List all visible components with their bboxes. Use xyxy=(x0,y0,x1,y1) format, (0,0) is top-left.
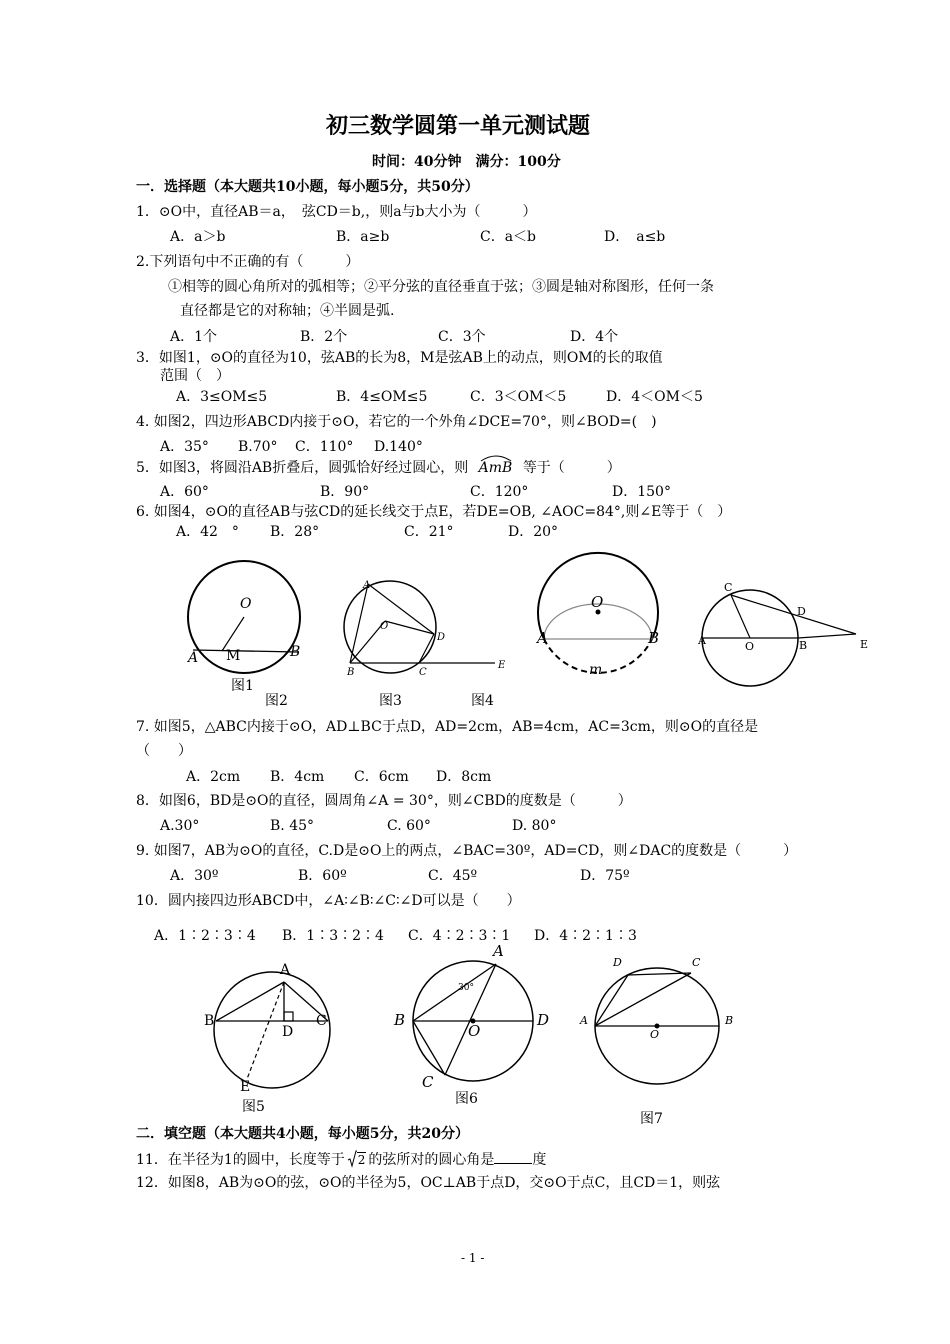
fig2-label-c: C xyxy=(419,667,427,678)
fig7-label-a: A xyxy=(580,1014,588,1027)
fig2-label-o: O xyxy=(380,621,389,632)
question-1-option-d: D． a≤b xyxy=(604,229,666,245)
question-11-stem xyxy=(136,1149,546,1169)
arc-symbol xyxy=(479,454,513,462)
question-1-option-a: A．a＞b xyxy=(170,229,226,245)
fig5-label-e: E xyxy=(240,1079,251,1095)
question-3-option-d: D．4＜OM＜5 xyxy=(606,389,703,405)
question-4-option-d: D.140° xyxy=(374,439,423,455)
section-heading-fill-in: 二．填空题（本大题共4小题，每小题5分，共20分） xyxy=(136,1126,469,1142)
figure-3-caption: 图3 xyxy=(379,693,402,709)
figure-3 xyxy=(535,552,675,692)
question-7-option-d: D．8cm xyxy=(436,769,492,785)
fig4-label-b: B xyxy=(799,639,808,652)
question-6-option-c: C．21° xyxy=(404,524,454,540)
fig2-label-d: D xyxy=(437,632,446,643)
question-11-stem-part1: 11．在半径为1的圆中，长度等于 xyxy=(136,1152,345,1168)
question-3-option-a: A．3≤OM≤5 xyxy=(176,389,268,405)
fig3-label-o: O xyxy=(591,593,604,611)
question-9-option-d: D．75º xyxy=(580,868,630,884)
question-7-stem-cont: （ ） xyxy=(136,743,192,759)
question-10-option-a: A．1∶2∶3∶4 xyxy=(154,928,256,944)
question-3-option-b: B．4≤OM≤5 xyxy=(336,389,428,405)
question-2-option-b: B．2个 xyxy=(300,329,348,345)
question-11-stem-part3: 度 xyxy=(532,1152,547,1168)
question-7-option-a: A．2cm xyxy=(186,769,241,785)
fig4-label-d: D xyxy=(797,605,806,618)
fig5-label-d: D xyxy=(282,1024,294,1040)
question-2-option-c: C．3个 xyxy=(438,329,486,345)
radical-sign-icon xyxy=(347,1150,357,1168)
question-5-stem xyxy=(136,459,621,477)
figure-5-caption: 图5 xyxy=(242,1099,265,1115)
question-8-option-d: D. 80° xyxy=(512,818,557,834)
fig6-label-angle: 30° xyxy=(458,983,474,993)
question-1-option-b: B．a≥b xyxy=(336,229,390,245)
figure-6-caption: 图6 xyxy=(455,1091,478,1107)
question-10-option-c: C．4∶2∶3∶1 xyxy=(408,928,511,944)
fig1-label-a: A xyxy=(188,650,199,666)
figure-1 xyxy=(180,548,320,698)
fig7-label-d: D xyxy=(613,956,622,969)
answer-blank[interactable] xyxy=(494,1149,532,1164)
question-2-statement-line2: 直径都是它的对称轴；④半圆是弧. xyxy=(180,303,395,319)
question-5-option-d: D．150° xyxy=(612,484,671,500)
question-3-option-c: C．3＜OM＜5 xyxy=(470,389,567,405)
fig6-label-c: C xyxy=(422,1073,434,1091)
fig2-label-e: E xyxy=(498,660,506,671)
fig3-label-b: B xyxy=(648,629,660,647)
sqrt-expression xyxy=(347,1150,367,1169)
figure-2-caption: 图2 xyxy=(265,693,288,709)
arc-amb-label: AmB xyxy=(478,460,513,476)
question-3-stem: 3．如图1，⊙O的直径为10，弦AB的长为8，M是弦AB上的动点，则OM的长的取值 xyxy=(136,350,663,366)
question-9-option-a: A．30º xyxy=(170,868,219,884)
fig1-label-m: M xyxy=(226,648,241,664)
question-2-option-d: D．4个 xyxy=(570,329,619,345)
question-12-stem: 12．如图8，AB为⊙O的弦，⊙O的半径为5，OC⊥AB于点D，交⊙O于点C，且CD＝1，则弦 xyxy=(136,1175,721,1191)
question-8-option-b: B. 45° xyxy=(270,818,315,834)
fig7-label-o: O xyxy=(650,1028,660,1041)
question-4-stem: 4. 如图2，四边形ABCD内接于⊙O，若它的一个外角∠DCE=70°，则∠BOD=( ) xyxy=(136,414,657,430)
fig1-label-b: B xyxy=(290,644,301,660)
question-2-statement-line1: ①相等的圆心角所对的弧相等；②平分弦的直径垂直于弦；③圆是轴对称图形，任何一条 xyxy=(168,279,714,295)
fig3-label-a: A xyxy=(537,629,548,647)
fig1-label-o: O xyxy=(240,596,252,612)
figure-1-caption: 图1 xyxy=(231,678,254,694)
question-2-stem: 2.下列语句中不正确的有（ ） xyxy=(136,254,360,270)
figure-7 xyxy=(576,952,746,1092)
question-4-option-c: C．110° xyxy=(295,439,354,455)
question-6-stem: 6. 如图4，⊙O的直径AB与弦CD的延长线交于点E，若DE=OB, ∠AOC=84°,则∠E等于（ ） xyxy=(136,504,732,520)
question-11-stem-part2: 的弦所对的圆心角是 xyxy=(368,1152,495,1168)
fig6-label-b: B xyxy=(394,1011,406,1029)
fig5-label-c: C xyxy=(316,1013,327,1029)
fig6-label-a: A xyxy=(493,942,504,960)
fig2-label-a: A xyxy=(363,580,371,591)
figure-6 xyxy=(390,940,560,1090)
question-3-stem-cont: 范围（ ） xyxy=(160,368,230,384)
figure-4-caption: 图4 xyxy=(471,693,494,709)
question-2-option-a: A．1个 xyxy=(170,329,218,345)
question-4-option-a: A．35° xyxy=(160,439,209,455)
figure-2 xyxy=(335,580,515,690)
figure-4 xyxy=(695,578,875,688)
fig5-label-b: B xyxy=(204,1013,215,1029)
question-9-option-c: C．45º xyxy=(428,868,478,884)
fig7-label-c: C xyxy=(692,956,701,969)
fig2-label-b: B xyxy=(347,667,355,678)
page-number: - 1 - xyxy=(461,1251,485,1265)
exam-info: 时间：40分钟 满分：100分 xyxy=(372,154,561,170)
question-10-option-d: D．4∶2∶1∶3 xyxy=(534,928,637,944)
page-title: 初三数学圆第一单元测试题 xyxy=(326,113,591,139)
question-7-option-b: B．4cm xyxy=(270,769,325,785)
question-7-option-c: C．6cm xyxy=(354,769,409,785)
question-5-option-a: A．60° xyxy=(160,484,209,500)
question-10-stem: 10．圆内接四边形ABCD中，∠A∶∠B∶∠C∶∠D可以是（ ） xyxy=(136,893,521,909)
question-8-stem: 8．如图6，BD是⊙O的直径，圆周角∠A = 30°，则∠CBD的度数是（ ） xyxy=(136,793,632,809)
question-5-stem-part1: 5．如图3，将圆沿AB折叠后，圆弧恰好经过圆心，则 xyxy=(136,460,469,476)
figure-5 xyxy=(200,958,350,1098)
question-8-option-a: A.30° xyxy=(160,818,200,834)
question-6-option-a: A．42 ° xyxy=(176,524,239,540)
question-5-stem-part2: 等于（ ） xyxy=(522,460,621,476)
fig4-label-e: E xyxy=(860,638,869,651)
question-4-option-b: B.70° xyxy=(238,439,278,455)
fig6-label-o: O xyxy=(468,1022,481,1040)
question-6-option-d: D．20° xyxy=(508,524,559,540)
arc-amb-notation xyxy=(479,459,513,477)
question-9-option-b: B．60º xyxy=(298,868,347,884)
sqrt-radicand: 2 xyxy=(357,1153,366,1167)
figure-7-caption: 图7 xyxy=(640,1111,663,1127)
section-heading-choice: 一．选择题（本大题共10小题，每小题5分，共50分） xyxy=(136,179,479,195)
question-5-option-b: B．90° xyxy=(320,484,370,500)
question-5-option-c: C．120° xyxy=(470,484,529,500)
fig7-label-b: B xyxy=(725,1014,734,1027)
question-8-option-c: C. 60° xyxy=(387,818,431,834)
fig3-label-m: m xyxy=(589,662,603,678)
question-7-stem: 7. 如图5，△ABC内接于⊙O，AD⊥BC于点D，AD=2cm，AB=4cm，AC=3cm，则⊙O的直径是 xyxy=(136,719,759,735)
fig4-label-a: A xyxy=(698,634,706,647)
question-1-stem: 1．⊙O中，直径AB＝a， 弦CD＝b,，则a与b大小为（ ） xyxy=(136,204,537,220)
fig4-label-c: C xyxy=(724,581,733,594)
fig5-label-a: A xyxy=(280,962,291,978)
question-9-stem: 9. 如图7，AB为⊙O的直径，C.D是⊙O上的两点，∠BAC=30º，AD=CD，则∠DAC的度数是（ ） xyxy=(136,843,798,859)
fig4-label-o: O xyxy=(745,640,755,653)
question-10-option-b: B．1∶3∶2∶4 xyxy=(282,928,384,944)
question-6-option-b: B．28° xyxy=(270,524,320,540)
question-1-option-c: C．a＜b xyxy=(480,229,537,245)
fig6-label-d: D xyxy=(537,1011,550,1029)
